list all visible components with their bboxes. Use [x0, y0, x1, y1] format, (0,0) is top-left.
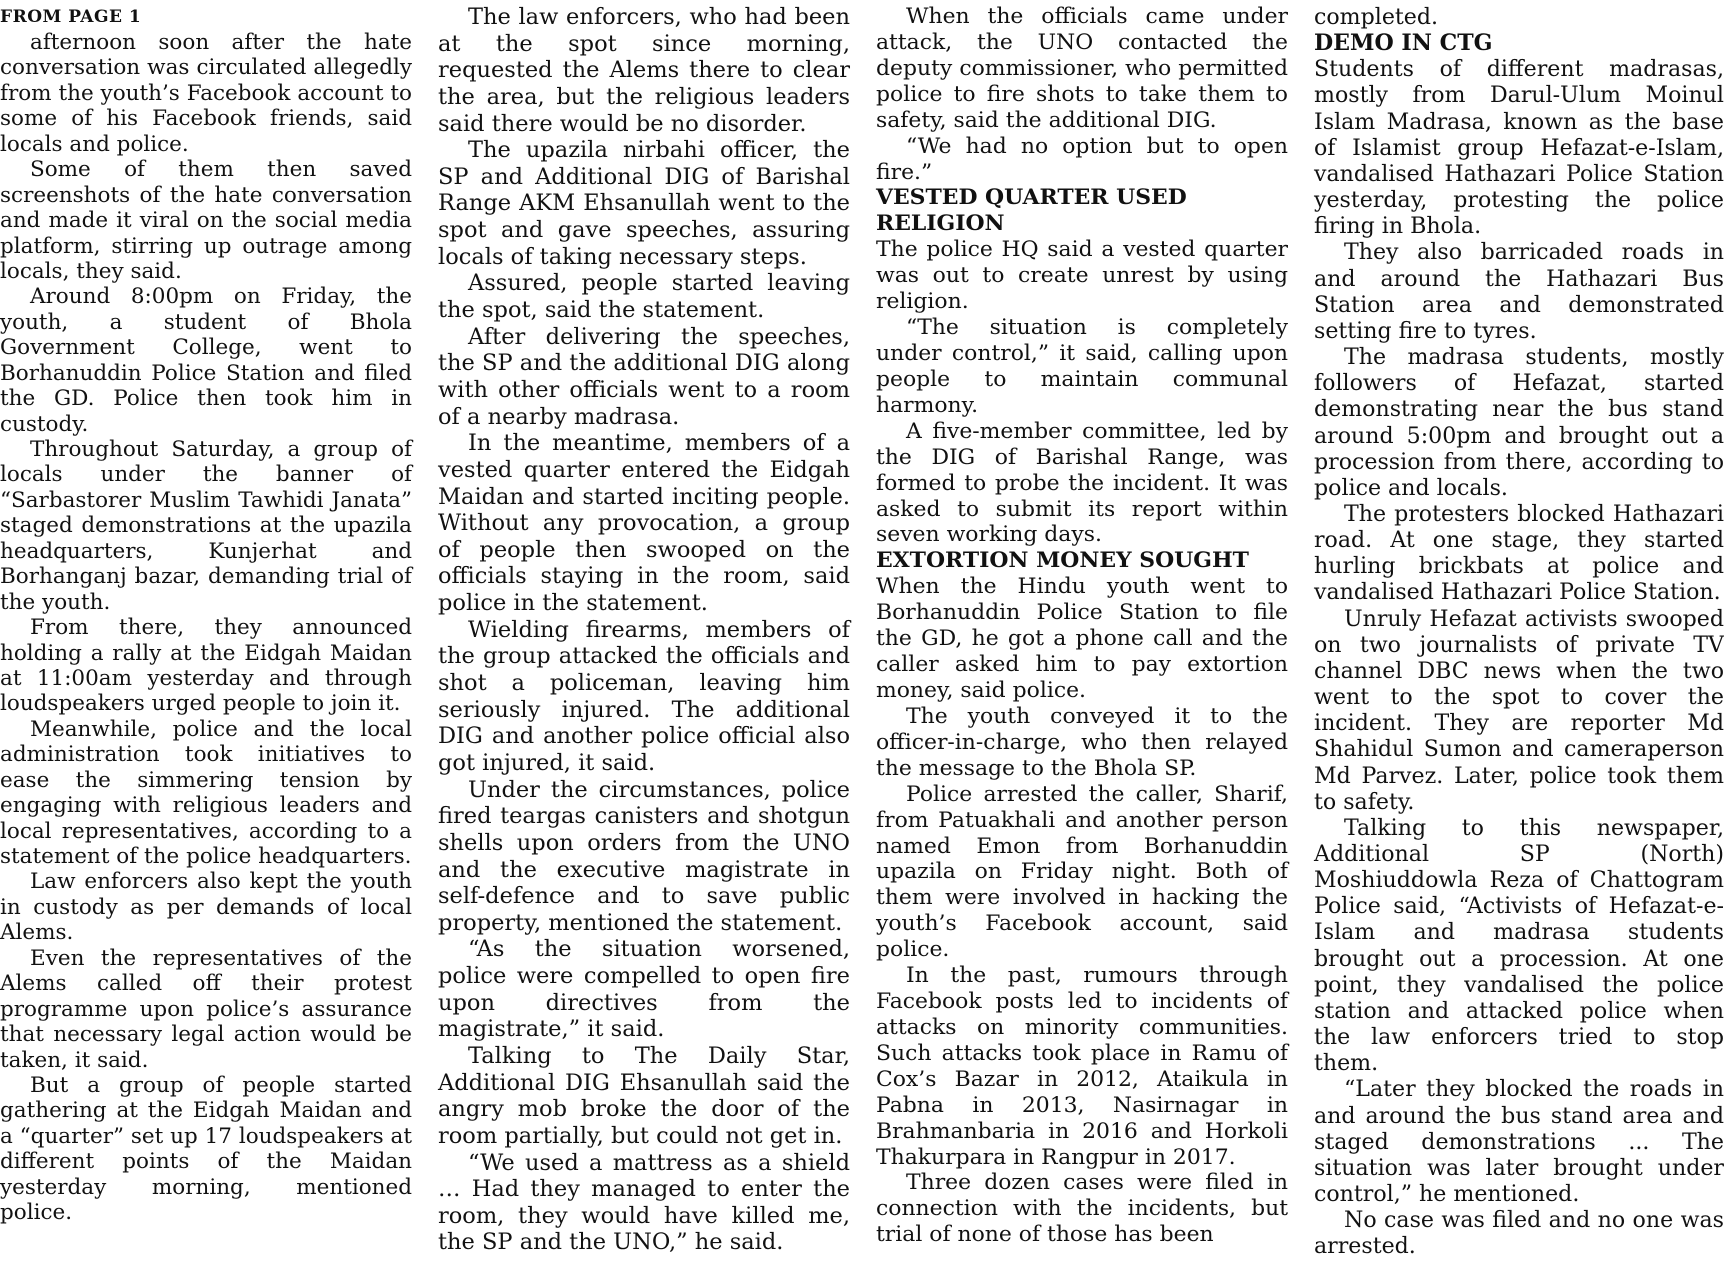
- article-paragraph: Talking to this newspaper, Additional SP (North) Moshiuddowla Reza of Chattogram Police said, “Activists of Hefazat-e-Islam and madrasa students brought out a procession. At one point, they vandalised the police station and attacked police when the law enforcers tried to stop them.: [1314, 814, 1724, 1077]
- article-paragraph: Under the circumstances, police fired teargas canisters and shotgun shells upon orders from the UNO and the executive magistrate in self-defence and to save public property, mentioned the statement.: [438, 776, 850, 936]
- article-paragraph: Police arrested the caller, Sharif, from Patuakhali and another person named Emon from Borhanuddin upazila on Friday night. Both of them were involved in hacking the youth’s Facebook account, said police.: [876, 781, 1288, 963]
- article-paragraph: “The situation is completely under control,” it said, calling upon people to maintain communal harmony.: [876, 315, 1288, 418]
- article-paragraph: In the meantime, members of a vested quarter entered the Eidgah Maidan and started inciting people. Without any provocation, a group of people then swooped on the officials staying in the room, said police in the statement.: [438, 430, 850, 617]
- continuation-kicker: FROM PAGE 1: [0, 7, 142, 27]
- article-paragraph: The upazila nirbahi officer, the SP and Additional DIG of Barishal Range AKM Ehsanullah went to the spot and gave speeches, assuring locals of taking necessary steps.: [438, 137, 850, 270]
- article-paragraph: Unruly Hefazat activists swooped on two journalists of private TV channel DBC news when the two went to the spot to cover the incident. They are reporter Md Shahidul Sumon and cameraperson Md Parvez. Later, police took them to safety.: [1314, 605, 1724, 815]
- article-paragraph: But a group of people started gathering at the Eidgah Maidan and a “quarter” set up 17 loudspeakers at different points of the Maidan yesterday morning, mentioned police.: [0, 1072, 412, 1226]
- article-paragraph: “We had no option but to open fire.”: [876, 133, 1288, 185]
- article-paragraph: The madrasa students, mostly followers of Hefazat, started demonstrating near the bus stand around 5:00pm and brought out a procession from there, according to police and locals.: [1314, 344, 1724, 501]
- article-paragraph: Meanwhile, police and the local administration took initiatives to ease the simmering tension by engaging with religious leaders and local representatives, according to a statement of the police headquarters.: [0, 716, 412, 869]
- article-paragraph: The law enforcers, who had been at the spot since morning, requested the Alems there to clear the area, but the religious leaders said there would be no disorder.: [438, 4, 850, 137]
- article-paragraph: The protesters blocked Hathazari road. At one stage, they started hurling brickbats at police and vandalised Hathazari Police Station.: [1314, 500, 1724, 606]
- article-paragraph: Even the representatives of the Alems called off their protest programme upon police’s assurance that necessary legal action would be taken, it said.: [0, 945, 412, 1073]
- article-paragraph: In the past, rumours through Facebook posts led to incidents of attacks on minority communities. Such attacks took place in Ramu of Cox’s Bazar in 2012, Ataikula in Pabna in 2013, Nasirnagar in Brahmanbaria in 2016 and Horkoli Thakurpara in Rangpur in 2017.: [876, 963, 1288, 1170]
- section-subheading: DEMO IN CTG: [1314, 30, 1493, 57]
- article-paragraph: “We used a mattress as a shield … Had they managed to enter the room, they would have killed me, the SP and the UNO,” he said.: [438, 1149, 850, 1256]
- article-paragraph: Three dozen cases were filed in connection with the incidents, but trial of none of those has been: [876, 1170, 1288, 1248]
- article-paragraph: They also barricaded roads in and around the Hathazari Bus Station area and demonstrated setting fire to tyres.: [1314, 239, 1724, 344]
- article-column-4: [1314, 4, 1724, 1260]
- article-paragraph: The youth conveyed it to the officer-in-charge, who then relayed the message to the Bhola SP.: [876, 703, 1288, 781]
- article-column-3: [876, 4, 1288, 1248]
- article-paragraph: After delivering the speeches, the SP and the additional DIG along with other officials went to a room of a nearby madrasa.: [438, 323, 850, 430]
- article-column-1: [0, 4, 412, 1226]
- article-paragraph: When the officials came under attack, the UNO contacted the deputy commissioner, who permitted police to fire shots to take them to safety, said the additional DIG.: [876, 4, 1288, 133]
- article-paragraph: Wielding firearms, members of the group attacked the officials and shot a policeman, leaving him seriously injured. The additional DIG and another police official also got injured, it said.: [438, 616, 850, 776]
- article-paragraph: No case was filed and no one was arrested.: [1314, 1207, 1724, 1260]
- article-paragraph: “Later they blocked the roads in and around the bus stand area and staged demonstrations ... The situation was later brought under control,” he mentioned.: [1314, 1076, 1724, 1208]
- article-paragraph: completed.: [1314, 4, 1439, 30]
- article-paragraph: Around 8:00pm on Friday, the youth, a student of Bhola Government College, went to Borhanuddin Police Station and filed the GD. Police then took him in custody.: [0, 284, 412, 437]
- article-paragraph: From there, they announced holding a rally at the Eidgah Maidan at 11:00am yesterday and through loudspeakers urged people to join it.: [0, 615, 412, 717]
- article-paragraph: Talking to The Daily Star, Additional DIG Ehsanullah said the angry mob broke the door of the room partially, but could not get in.: [438, 1042, 850, 1149]
- article-column-2: [438, 4, 850, 1256]
- article-paragraph: When the Hindu youth went to Borhanuddin Police Station to file the GD, he got a phone call and the caller asked him to pay extortion money, said police.: [876, 574, 1288, 703]
- article-paragraph: “As the situation worsened, police were compelled to open fire upon directives from the magistrate,” it said.: [438, 936, 850, 1043]
- section-subheading: VESTED QUARTER USED RELIGION: [876, 184, 1187, 237]
- article-paragraph: afternoon soon after the hate conversation was circulated allegedly from the youth’s Facebook account to some of his Facebook friends, said locals and police.: [0, 30, 412, 157]
- article-paragraph: The police HQ said a vested quarter was out to create unrest by using religion.: [876, 237, 1288, 315]
- article-paragraph: Students of different madrasas, mostly from Darul-Ulum Moinul Islam Madrasa, known as the base of Islamist group Hefazat-e-Islam, vandalised Hathazari Police Station yesterday, protesting the police firing in Bhola.: [1314, 56, 1724, 240]
- article-paragraph: Law enforcers also kept the youth in custody as per demands of local Alems.: [0, 869, 412, 946]
- article-paragraph: A five-member committee, led by the DIG of Barishal Range, was formed to probe the incident. It was asked to submit its report within seven working days.: [876, 418, 1288, 548]
- section-subheading: EXTORTION MONEY SOUGHT: [876, 547, 1249, 574]
- article-paragraph: Some of them then saved screenshots of the hate conversation and made it viral on the social media platform, stirring up outrage among locals, they said.: [0, 157, 412, 284]
- article-paragraph: Assured, people started leaving the spot, said the statement.: [438, 270, 850, 324]
- article-paragraph: Throughout Saturday, a group of locals under the banner of “Sarbastorer Muslim Tawhidi Janata” staged demonstrations at the upazila headquarters, Kunjerhat and Borhanganj bazar, demanding trial of the youth.: [0, 437, 412, 615]
